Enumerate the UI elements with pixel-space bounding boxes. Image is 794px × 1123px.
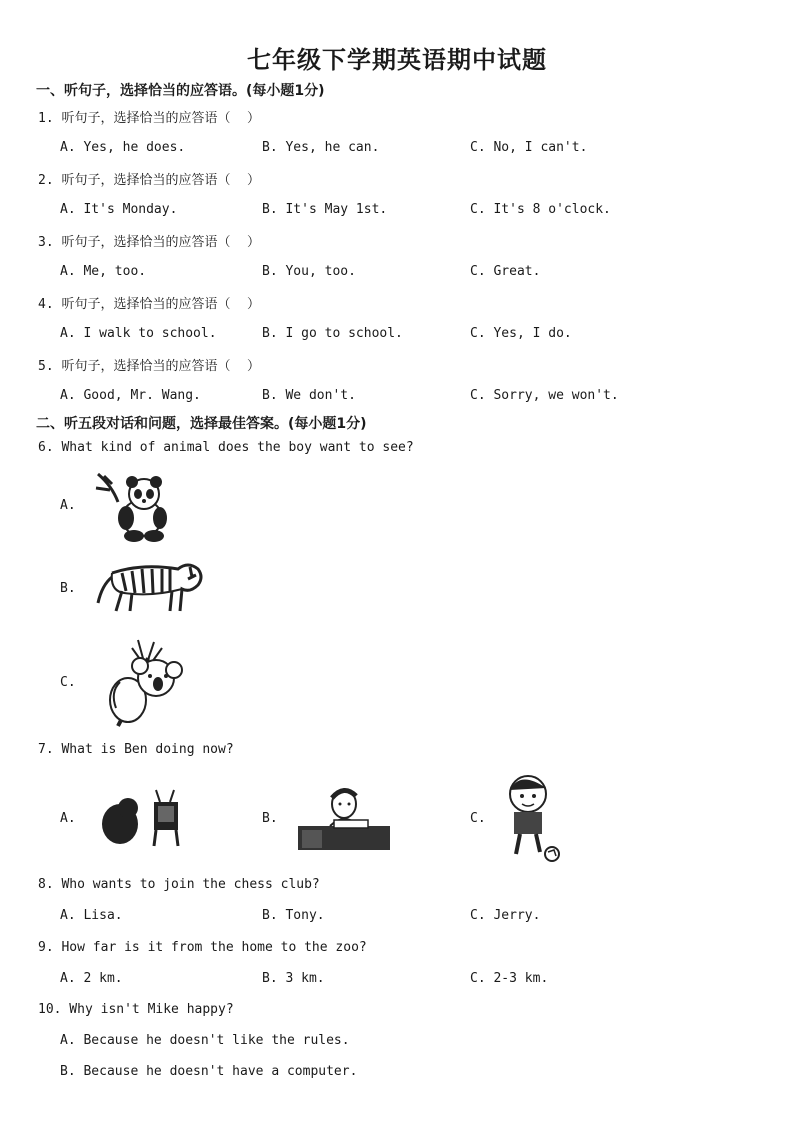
question-6: 6. What kind of animal does the boy want to see?: [38, 440, 414, 455]
q4-option-b[interactable]: B. I go to school.: [262, 326, 403, 341]
question-3: [38, 231, 260, 250]
q6-option-c[interactable]: C.: [60, 675, 76, 690]
q2-option-b[interactable]: B. It's May 1st.: [262, 202, 388, 217]
watching-tv-icon: [98, 786, 184, 848]
q9-option-a[interactable]: A. 2 km.: [60, 971, 123, 986]
q2-option-c[interactable]: C. It's 8 o'clock.: [470, 202, 611, 217]
q7-option-b[interactable]: B.: [262, 811, 278, 826]
q5-option-c[interactable]: C. Sorry, we won't.: [470, 388, 619, 403]
question-prompt: 听句子，选择恰当的应答语（ ）: [61, 111, 261, 126]
question-number: 1.: [38, 111, 54, 126]
studying-icon: [294, 782, 394, 854]
q6-option-b[interactable]: B.: [60, 581, 76, 596]
q10-option-b[interactable]: B. Because he doesn't have a computer.: [60, 1064, 358, 1079]
page-title: 七年级下学期英语期中试题: [247, 46, 547, 74]
q5-option-b[interactable]: B. We don't.: [262, 388, 356, 403]
q2-option-a[interactable]: A. It's Monday.: [60, 202, 178, 217]
panda-icon: [90, 468, 180, 544]
question-prompt: 听句子，选择恰当的应答语（ ）: [61, 297, 261, 312]
q3-option-a[interactable]: A. Me, too.: [60, 264, 147, 279]
question-prompt: 听句子，选择恰当的应答语（ ）: [61, 359, 261, 374]
q4-option-c[interactable]: C. Yes, I do.: [470, 326, 572, 341]
tiger-icon: [92, 555, 207, 619]
q10-option-a[interactable]: A. Because he doesn't like the rules.: [60, 1033, 350, 1048]
koala-icon: [98, 638, 190, 730]
question-prompt: 听句子，选择恰当的应答语（ ）: [61, 173, 261, 188]
q7-option-a[interactable]: A.: [60, 811, 76, 826]
question-4: [38, 293, 260, 312]
q1-option-a[interactable]: A. Yes, he does.: [60, 140, 186, 155]
q3-option-c[interactable]: C. Great.: [470, 264, 541, 279]
q6-option-a[interactable]: A.: [60, 498, 76, 513]
question-number: 5.: [38, 359, 54, 374]
question-number: 3.: [38, 235, 54, 250]
q9-option-c[interactable]: C. 2-3 km.: [470, 971, 549, 986]
q1-option-b[interactable]: B. Yes, he can.: [262, 140, 380, 155]
q8-option-b[interactable]: B. Tony.: [262, 908, 325, 923]
q5-option-a[interactable]: A. Good, Mr. Wang.: [60, 388, 201, 403]
question-10: 10. Why isn't Mike happy?: [38, 1002, 234, 1017]
question-8: 8. Who wants to join the chess club?: [38, 877, 320, 892]
q7-option-c[interactable]: C.: [470, 811, 486, 826]
q8-option-c[interactable]: C. Jerry.: [470, 908, 541, 923]
question-1: [38, 107, 260, 126]
question-number: 2.: [38, 173, 54, 188]
q9-option-b[interactable]: B. 3 km.: [262, 971, 325, 986]
playing-soccer-icon: [500, 770, 572, 862]
q3-option-b[interactable]: B. You, too.: [262, 264, 356, 279]
q1-option-c[interactable]: C. No, I can't.: [470, 140, 588, 155]
question-2: [38, 169, 260, 188]
question-number: 4.: [38, 297, 54, 312]
question-9: 9. How far is it from the home to the zoo?: [38, 940, 367, 955]
question-5: [38, 355, 260, 374]
question-7: 7. What is Ben doing now?: [38, 742, 234, 757]
question-prompt: 听句子，选择恰当的应答语（ ）: [61, 235, 261, 250]
section-1-heading: 一、听句子，选择恰当的应答语。(每小题1分): [36, 83, 325, 99]
q4-option-a[interactable]: A. I walk to school.: [60, 326, 217, 341]
section-2-heading: 二、听五段对话和问题，选择最佳答案。(每小题1分): [36, 416, 367, 432]
q8-option-a[interactable]: A. Lisa.: [60, 908, 123, 923]
